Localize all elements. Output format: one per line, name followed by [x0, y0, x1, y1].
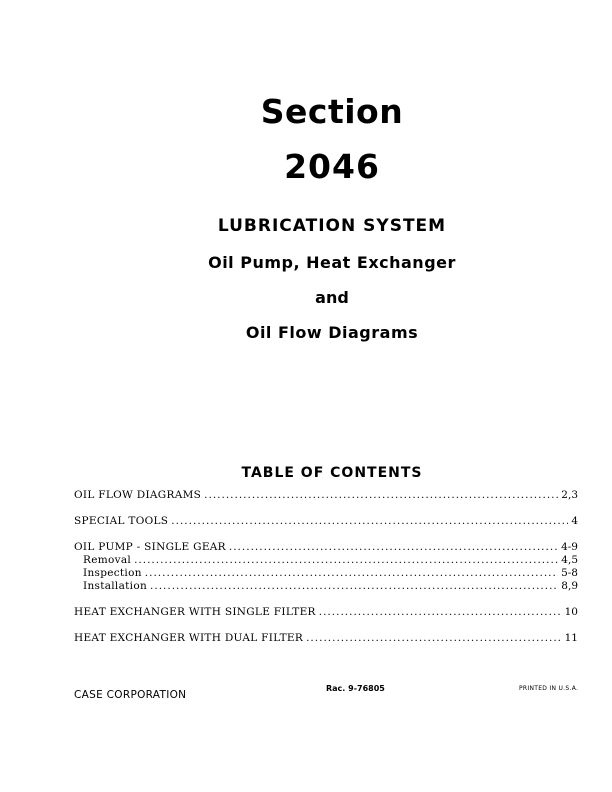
toc-entry-page: 2,3 [561, 489, 578, 501]
toc-leader-dots [319, 606, 562, 619]
printed-in-notice: PRINTED IN U.S.A. [519, 685, 579, 692]
toc-leader-dots [134, 554, 558, 567]
toc-entry-label: SPECIAL TOOLS [74, 515, 169, 527]
toc-leader-dots [171, 515, 568, 528]
toc-entry-special-tools[interactable] [74, 515, 578, 528]
toc-leader-dots [150, 580, 558, 593]
toc-entry-label: OIL FLOW DIAGRAMS [74, 489, 202, 501]
toc-entry-label: Installation [83, 580, 148, 592]
subtitle-diagrams: Oil Flow Diagrams [245, 323, 419, 342]
subtitle-conjunction: and [315, 288, 349, 307]
toc-entry-inspection[interactable] [74, 567, 578, 580]
rac-number: Rac. 9-76805 [326, 684, 385, 693]
toc-entry-installation[interactable] [74, 580, 578, 593]
toc-leader-dots [306, 632, 562, 645]
toc-entry-label: HEAT EXCHANGER WITH SINGLE FILTER [74, 606, 316, 618]
toc-entry-oil-pump[interactable] [74, 541, 578, 554]
toc-leader-dots [145, 567, 558, 580]
toc-entry-page: 4,5 [561, 554, 578, 566]
toc-entry-page: 8,9 [561, 580, 578, 592]
toc-entry-page: 5-8 [561, 567, 578, 579]
toc-entry-page: 10 [564, 606, 578, 618]
toc-entry-label: HEAT EXCHANGER WITH DUAL FILTER [74, 632, 304, 644]
toc-entry-label: Inspection [83, 567, 142, 579]
toc-entry-removal[interactable] [74, 554, 578, 567]
toc-heading: TABLE OF CONTENTS [241, 465, 423, 481]
section-number: 2046 [284, 147, 380, 186]
toc-leader-dots [229, 541, 558, 554]
toc-entry-label: Removal [83, 554, 132, 566]
subtitle-components: Oil Pump, Heat Exchanger [208, 253, 456, 272]
section-title: Section [260, 92, 404, 131]
toc-entry-oil-flow-diagrams[interactable] [74, 489, 578, 502]
toc-leader-dots [204, 489, 558, 502]
toc-entry-heat-exchanger-single[interactable] [74, 606, 578, 619]
company-name: CASE CORPORATION [74, 689, 187, 701]
toc-entry-heat-exchanger-dual[interactable] [74, 632, 578, 645]
subtitle-system: LUBRICATION SYSTEM [217, 216, 447, 236]
toc-entry-page: 11 [564, 632, 578, 644]
toc-entry-page: 4 [571, 515, 578, 527]
table-of-contents [74, 489, 578, 645]
toc-entry-page: 4-9 [561, 541, 578, 553]
toc-entry-label: OIL PUMP - SINGLE GEAR [74, 541, 226, 553]
